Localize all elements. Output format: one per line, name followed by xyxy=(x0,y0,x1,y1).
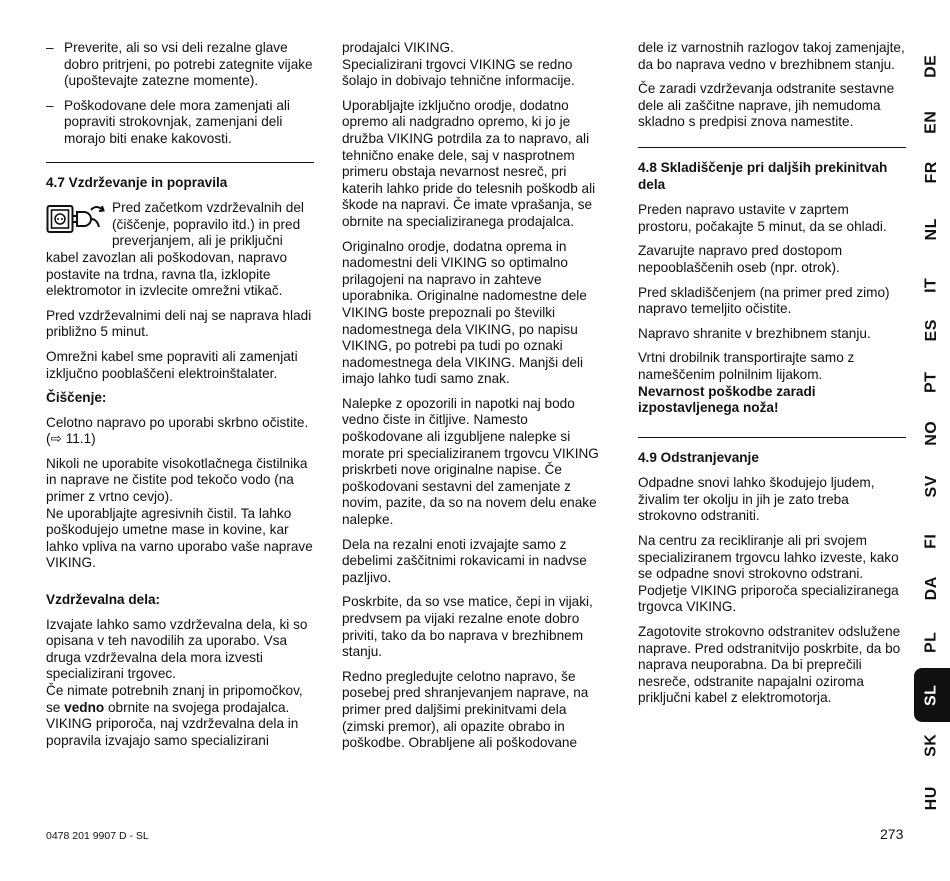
storage-paragraph-1: Preden napravo ustavite v zaprtem prostoru, počakajte 5 minut, da se ohladi. xyxy=(638,202,887,234)
unplug-before-maintenance-icon xyxy=(46,200,106,238)
labels-paragraph: Nalepke z opozorili in napotki naj bodo vedno čiste in čitljive. Namesto poškodovane ali izgubljene nalepke si morate pri specializiranem trgovcu VIKING priskrbeti nove originalne napise. Če poškodovani sestavni del zamenjate z novim, pazite, da so na novem delu enake nalepke. xyxy=(342,395,599,528)
language-tab-de[interactable]: DE xyxy=(922,54,940,78)
gloves-paragraph: Dela na rezalni enoti izvajajte samo z debelimi zaščitnimi rokavicami in nadvse pazljivo. xyxy=(342,536,587,585)
dealers-text-b: Specializirani trgovci VIKING se redno šolajo in dobivajo tehnične informacije. xyxy=(342,56,575,89)
section-heading-4-9: 4.9 Odstranjevanje xyxy=(638,449,759,465)
language-tab-it[interactable]: IT xyxy=(922,277,940,293)
storage-paragraph-2: Zavarujte napravo pred dostopom nepooblaščenih oseb (npr. otrok). xyxy=(638,243,843,275)
language-tab-hu[interactable]: HU xyxy=(922,785,940,811)
page-number: 273 xyxy=(880,826,904,842)
cleaning-paragraph-1: Celotno napravo po uporabi skrbno očistite. (⇨ 11.1) xyxy=(46,414,309,447)
language-tab-da[interactable]: DA xyxy=(922,575,940,601)
language-tab-sl-active[interactable]: SL xyxy=(914,668,950,722)
maintenance-parts-text-b-pre: Če nimate potrebnih znanj in pripomočkov, se xyxy=(46,683,303,715)
disposal-paragraph-1: Odpadne snovi lahko škodujejo ljudem, živalim ter okolju in jih je zato treba strokovno odstraniti. xyxy=(638,475,875,524)
original-parts-paragraph: Originalno orodje, dodatna oprema in nadomestni deli VIKING so optimalno prilagojeni na napravo in zahteve uporabnika. Originalne nadomestne dele VIKING boste prepoznali po številki nadomestnega dela VIKING, po napisu VIKING, po potrebi pa tudi po oznaki nadomestnega dela VIKING. Manjši deli imajo lahko tudi samo znak. xyxy=(342,238,587,387)
language-tab-fr[interactable]: FR xyxy=(922,160,940,184)
section-heading-4-8: 4.8 Skladiščenje pri daljših prekinitvah dela xyxy=(638,159,888,192)
reinstall-paragraph: Če zaradi vzdrževanja odstranite sestavne dele ali zaščitne naprave, jih nemudoma skladno s predpisi znova namestite. xyxy=(638,81,895,130)
bullet-dash: – xyxy=(46,40,54,55)
unplug-instruction: Pred začetkom vzdrževalnih del (čiščenje, popravilo itd.) in pred preverjanjem, ali je priključni kabel zavozlan ali poškodovan, napravo postavite na trdna, ravna tla, izklopite elektromotor in izvlecite omrežni vtikač. xyxy=(46,200,304,299)
cooling-note: Pred vzdrževalnimi deli naj se naprava hladi približno 5 minut. xyxy=(46,307,312,340)
language-tab-pt[interactable]: PT xyxy=(922,371,940,393)
screws-paragraph: Poskrbite, da so vse matice, čepi in vijaki, predvsem pa vijaki rezalne enote dobro priviti, tako da bo naprava v brezhibnem stanju. xyxy=(342,594,593,660)
replace-parts-paragraph: dele iz varnostnih razlogov takoj zamenjajte, da bo naprava vedno v brezhibnem stanju. xyxy=(638,40,905,72)
maintenance-parts-text-b-post: obrnite na svojega prodajalca. VIKING priporoča, naj vzdrževalna dela in popravila izvajajo samo specializirani xyxy=(46,699,299,748)
dealers-text-a: prodajalci VIKING. xyxy=(342,40,454,55)
dealers-paragraph xyxy=(342,40,610,90)
language-tab-sk[interactable]: SK xyxy=(922,733,940,757)
document-code: 0478 201 9907 D - SL xyxy=(46,830,149,842)
language-tab-sv[interactable]: SV xyxy=(922,474,940,498)
bullet-item xyxy=(46,98,314,148)
language-tab-nl[interactable]: NL xyxy=(922,217,940,241)
unplug-warning-block xyxy=(46,200,314,300)
bullet-dash: – xyxy=(46,97,54,113)
cleaning-heading: Čiščenje: xyxy=(46,390,107,406)
maintenance-parts-text-a: Izvajate lahko samo vzdrževalna dela, ki so opisana v teh navodilih za uporabo. Vsa druga vzdrževalna dela mora izvesti specializirani trgovec. xyxy=(46,616,308,682)
language-tab-es[interactable]: ES xyxy=(922,318,940,342)
tools-paragraph: Uporabljajte izključno orodje, dodatno opremo ali nadgradno opremo, ki jo je družba VIKING potrdila za to napravo, ali tehnično enake dele, saj v nasprotnem primeru obstaja nevarnost nesreč, pri katerih lahko pride do telesnih poškodb ali škode na napravi. Če imate vprašanja, se obrnite na specializiranega prodajalca. xyxy=(342,97,596,229)
storage-paragraph-5 xyxy=(638,350,906,416)
maintenance-parts-text-b-bold: vedno xyxy=(64,699,105,715)
maintenance-parts-paragraph xyxy=(46,617,314,750)
column-1 xyxy=(46,40,314,757)
cable-note: Omrežni kabel sme popraviti ali zamenjati izključno pooblaščeni elektroinštalater. xyxy=(46,348,298,381)
bullet-text: Poškodovane dele mora zamenjati ali popraviti strokovnjak, zamenjani deli morajo biti enake kakovosti. xyxy=(64,97,290,146)
section-heading-4-7: 4.7 Vzdrževanje in popravila xyxy=(46,174,228,190)
storage-paragraph-3: Pred skladiščenjem (na primer pred zimo) napravo temeljito očistite. xyxy=(638,284,890,317)
section-divider xyxy=(638,437,906,438)
section-divider xyxy=(638,147,906,148)
language-tab-no[interactable]: NO xyxy=(922,420,940,446)
column-2 xyxy=(342,40,610,760)
maintenance-parts-heading: Vzdrževalna dela: xyxy=(46,592,161,608)
storage-paragraph-4: Napravo shranite v brezhibnem stanju. xyxy=(638,325,871,341)
cleaning-paragraph-2b: Ne uporabljajte agresivnih čistil. Ta lahko poškodujejo umetne mase in kovine, kar lahko vpliva na varno uporabo vaše naprave VIKING. xyxy=(46,505,313,571)
language-tab-en[interactable]: EN xyxy=(922,110,940,134)
language-tab-pl[interactable]: PL xyxy=(922,631,940,653)
column-3 xyxy=(638,40,906,715)
section-divider xyxy=(46,162,314,163)
bullet-item xyxy=(46,40,314,90)
disposal-paragraph-3: Zagotovite strokovno odstranitev odslužene naprave. Pred odstranitvijo poskrbite, da bo naprava neuporabna. Da bi preprečili nesreče, odstranite napajalni oziroma priključni kabel z elektromotorja. xyxy=(638,624,901,706)
bullet-text: Preverite, ali so vsi deli rezalne glave dobro pritrjeni, po potrebi zategnite vijake (upoštevajte zatezne momente). xyxy=(64,40,313,89)
transport-note: Vrtni drobilnik transportirajte samo z nameščenim polnilnim lijakom. xyxy=(638,350,855,382)
cleaning-paragraph-2a: Nikoli ne uporabite visokotlačnega čistilnika in naprave ne čistite pod tekočo vodo (na primer z vrtno cevjo). xyxy=(46,455,308,505)
knife-warning: Nevarnost poškodbe zaradi izpostavljenega noža! xyxy=(638,383,816,416)
inspection-paragraph: Redno pregledujte celotno napravo, še posebej pred shranjevanjem naprave, na primer pred daljšimi prekinitvami dela (zimski premor), ali opazite obrabo in poškodbe. Obrabljene ali poškodovane xyxy=(342,668,589,751)
disposal-paragraph-2: Na centru za recikliranje ali pri svojem specializiranem trgovcu lahko izveste, kako se odpadne snovi strokovno odstrani. Podjetje VIKING priporoča specializiranega trgovca VIKING. xyxy=(638,533,899,615)
language-tab-fi[interactable]: FI xyxy=(922,533,940,549)
cleaning-paragraph-2 xyxy=(46,456,314,572)
